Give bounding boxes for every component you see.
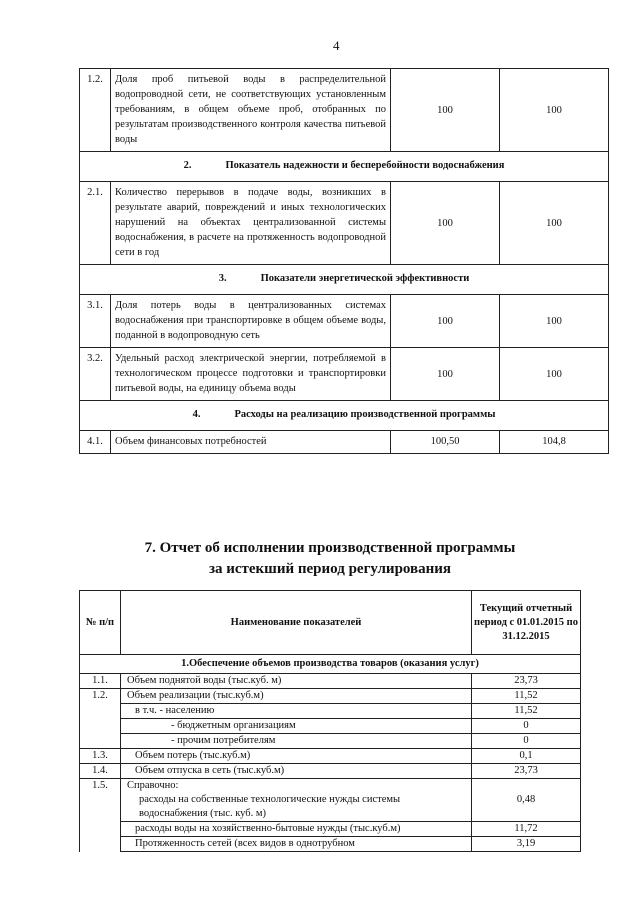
page-number: 4 xyxy=(333,38,340,53)
table-row xyxy=(80,348,609,401)
row-number: 1.2. xyxy=(80,689,121,704)
row-value-planned: 100,50 xyxy=(391,431,500,454)
table-row xyxy=(80,674,581,689)
row-value: 0 xyxy=(472,734,581,749)
section-row xyxy=(80,265,609,295)
table-row xyxy=(80,779,581,822)
row-name: в т.ч. - населению xyxy=(121,704,472,719)
table-row xyxy=(80,704,581,719)
table-row xyxy=(80,295,609,348)
table-row xyxy=(80,822,581,837)
section-heading: 3. Показатели энергетической эффективности xyxy=(80,265,609,295)
row-name: Протяженность сетей (всех видов в однотрубном xyxy=(121,837,472,852)
section-row xyxy=(80,152,609,182)
header-name: Наименование показателей xyxy=(121,591,472,655)
row-value-planned: 100 xyxy=(391,182,500,265)
row-description: Количество перерывов в подаче воды, возникших в результате аварий, повреждений и иных технологических нарушений на объектах централизованной системы водоснабжения, в расчете на протяженность водопроводной сети в год xyxy=(111,182,391,265)
row-description: Доля проб питьевой воды в распределительной водопроводной сети, не соответствующих установленным требованиям, в общем объеме проб, отобранных по результатам производственного контроля качества питьевой воды xyxy=(111,69,391,152)
table-row xyxy=(80,837,581,852)
row-value: 23,73 xyxy=(472,764,581,779)
header-period: Текущий отчетный период с 01.01.2015 по 31.12.2015 xyxy=(472,591,581,655)
row-number xyxy=(80,734,121,749)
row-description: Объем финансовых потребностей xyxy=(111,431,391,454)
row-value: 11,52 xyxy=(472,689,581,704)
row-value-planned: 100 xyxy=(391,69,500,152)
row-name: Справочно: расходы на собственные технологические нужды системы водоснабжения (тыс. куб. м) xyxy=(121,779,472,822)
header-num: № п/п xyxy=(80,591,121,655)
indicators-table xyxy=(79,68,609,454)
row-number: 1.2. xyxy=(80,69,111,152)
row-value: 0 xyxy=(472,719,581,734)
row-name: Объем отпуска в сеть (тыс.куб.м) xyxy=(121,764,472,779)
table-row xyxy=(80,734,581,749)
row-description: Удельный расход электрической энергии, потребляемой в технологическом процессе подготовки и транспортировки питьевой воды, на единицу объема воды xyxy=(111,348,391,401)
report-title: 7. Отчет об исполнении производственной программы за истекший период регулирования xyxy=(144,540,516,577)
section-row xyxy=(80,401,609,431)
row-value: 0,1 xyxy=(472,749,581,764)
section-heading: 2. Показатель надежности и бесперебойности водоснабжения xyxy=(80,152,609,182)
row-name: Объем поднятой воды (тыс.куб. м) xyxy=(121,674,472,689)
row-number xyxy=(80,719,121,734)
table-row xyxy=(80,719,581,734)
row-name: - бюджетным организациям xyxy=(121,719,472,734)
row-number xyxy=(80,704,121,719)
row-value-actual: 100 xyxy=(500,182,609,265)
row-number: 2.1. xyxy=(80,182,111,265)
header-row xyxy=(80,591,581,655)
row-value: 3,19 xyxy=(472,837,581,852)
row-number: 1.5. xyxy=(80,779,121,822)
row-value: 23,73 xyxy=(472,674,581,689)
row-number: 1.3. xyxy=(80,749,121,764)
row-number: 4.1. xyxy=(80,431,111,454)
row-number xyxy=(80,822,121,837)
section-heading: 4. Расходы на реализацию производственной программы xyxy=(80,401,609,431)
row-number: 1.1. xyxy=(80,674,121,689)
report-table xyxy=(79,590,581,852)
row-description: Доля потерь воды в централизованных системах водоснабжения при транспортировке в общем объеме воды, поданной в водопроводную сеть xyxy=(111,295,391,348)
row-number: 3.2. xyxy=(80,348,111,401)
row-value: 0,48 xyxy=(472,779,581,822)
row-number: 3.1. xyxy=(80,295,111,348)
table-row xyxy=(80,69,609,152)
section-row xyxy=(80,655,581,674)
row-number xyxy=(80,837,121,852)
row-value-actual: 100 xyxy=(500,295,609,348)
row-number: 1.4. xyxy=(80,764,121,779)
table-row xyxy=(80,431,609,454)
table-row xyxy=(80,689,581,704)
row-name: - прочим потребителям xyxy=(121,734,472,749)
table-row xyxy=(80,749,581,764)
row-value: 11,52 xyxy=(472,704,581,719)
row-name: расходы воды на хозяйственно-бытовые нужды (тыс.куб.м) xyxy=(121,822,472,837)
row-value-planned: 100 xyxy=(391,295,500,348)
row-value: 11,72 xyxy=(472,822,581,837)
table-row xyxy=(80,182,609,265)
table-row xyxy=(80,764,581,779)
section-heading: 1.Обеспечение объемов производства товаров (оказания услуг) xyxy=(80,655,581,674)
row-value-actual: 100 xyxy=(500,69,609,152)
row-value-actual: 104,8 xyxy=(500,431,609,454)
row-value-planned: 100 xyxy=(391,348,500,401)
row-value-actual: 100 xyxy=(500,348,609,401)
row-name: Объем потерь (тыс.куб.м) xyxy=(121,749,472,764)
row-name: Объем реализации (тыс.куб.м) xyxy=(121,689,472,704)
